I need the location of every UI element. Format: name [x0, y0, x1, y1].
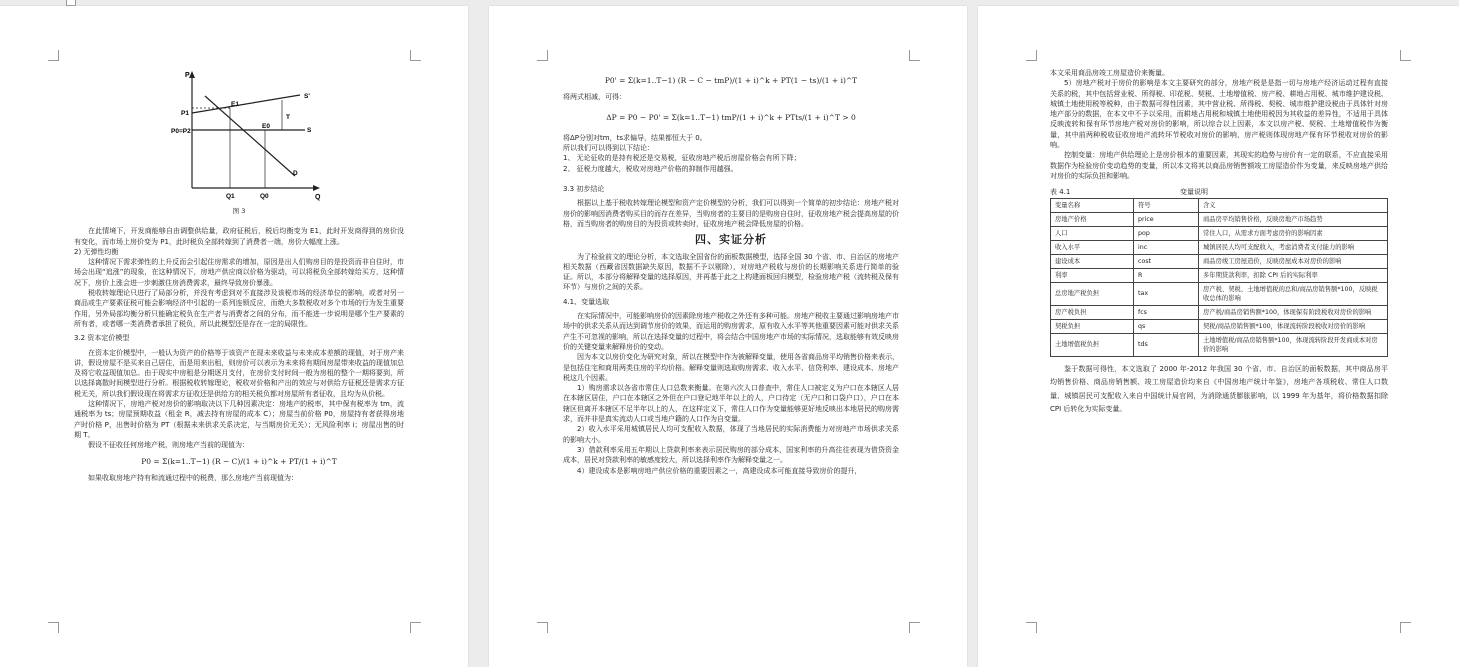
- table-cell: inc: [1134, 240, 1199, 254]
- paragraph: 控制变量：房地产供给理论上是房价根本的重要因素，其现实的趋势与房价有一定的联系，不应直接采用数据作为检验房价变动趋势的变量，所以本文将其以商品房销售额竣工房屋造价作为变量，来反映房地产供给对房价的实际负担和影响。: [1050, 151, 1388, 180]
- table-row: [1051, 254, 1388, 268]
- table-row: [1051, 333, 1388, 356]
- table-cell: 人口: [1051, 226, 1134, 240]
- conclusion-item: 2、 征税力度越大，税收对房地产价格的抑制作用越强。: [563, 164, 738, 173]
- paragraph: 税收转嫁理论只进行了局部分析，并没有考虑到对不直接涉及该税市场的经济单位的影响，或者对另一商品或生产要素征税可能会影响经济中引起的一系列连锁反应，而绝大多数税收对多个市场的行为发生重要作用，另外局部均衡分析只能确定税负在生产者与消费者之间的分布，而不能进一步说明是哪个生产要素的所有者，或者哪一类消费者承担了税负，所以此模型还是存在一定的局限性。: [74, 289, 404, 328]
- crop-mark: [1026, 622, 1037, 633]
- table-cell: 土地增值税负担: [1051, 333, 1134, 356]
- crop-mark: [909, 622, 920, 633]
- paragraph: 所以我们可以得到以下结论：: [563, 144, 654, 153]
- table-cell: 含义: [1199, 198, 1388, 212]
- conclusion-item: 1、 无论征收的是持有税还是交易税，征收房地产税后房屋价格会有所下降；: [563, 154, 801, 163]
- paragraph: 在资本定价模型中，一般认为资产的价格等于该资产在现未来收益与未来成本差额的现值，对于房产来讲，假设房屋不是买来自己居住，而是用来出租，则房价可以表示为未来将有期间房屋带来收益的现值加总及将它收益现值加总。由于现实中房租是分期逐月支付，在房价支付时间一般为房租的整个一期将要到，所以选择离散时间模型进行分析。根据税收转嫁理论，税收对价格和产出的效应与对供给方征税还是需求方征税无关，所以我们假设现在将需求方征收还是供给方的相关税负都对房屋所有者征收，且均为从价税。: [74, 348, 404, 398]
- crop-mark: [48, 622, 59, 633]
- chapter-heading-4: 四、实证分析: [695, 233, 767, 247]
- table-cell: pop: [1134, 226, 1199, 240]
- formula-taxed-present-value: P0' = Σ(k=1..T−1) (R − C − tmP)/(1 + i)^k + PT(1 − ts)/(1 + i)^T: [604, 76, 858, 85]
- paragraph: 这种情况下需求弹性的上升反而会引起住房需求的增加，原因是出人们购房目的是投资而非自住时，市场会出现“追涨”的现象，在这种情况下，房地产供应商以价格为驱动，可以将税负全部转嫁给买方，这种情况下，房价上涨会进一步刺激住房消费需求，最终导致房价暴涨。: [74, 258, 404, 287]
- table-cell: 土地增值税/商品房销售额*100，体现流转阶段开发商成本对房价的影响: [1199, 333, 1388, 356]
- table-cell: 常住人口，从需求方面考虑房价的影响因素: [1199, 226, 1388, 240]
- section-heading-3-2: 3.2 资本定价模型: [74, 334, 130, 343]
- table-caption: [1050, 187, 1388, 197]
- table-label: 表 4.1: [1050, 188, 1071, 197]
- table-cell: 收入水平: [1051, 240, 1134, 254]
- table-cell: 房产税负担: [1051, 305, 1134, 319]
- paragraph: 4）建设成本是影响房地产供应价格的重要因素之一，高建设成本可能直接导致房价的提升，: [577, 466, 862, 475]
- crop-mark: [48, 50, 59, 61]
- paragraph: 假设不征收任何房地产税，则房地产当前的现值为：: [88, 441, 249, 450]
- crop-mark: [1026, 50, 1037, 61]
- crop-mark: [537, 50, 548, 61]
- label-d: D: [293, 170, 298, 177]
- paragraph: 鉴于数据可得性，本文选取了 2000 年-2012 年我国 30 个省、市、自治区的面板数据，其中商品房平均销售价格、商品房销售额、竣工房屋造价均来自《中国房地产统计年鉴》，房地产各项税收、常住人口数量、城镇居民可支配收入来自中国统计局官网，为消除通货膨胀影响，以 1999 年为基年，将价格数据扣除 CPI 后转化为实际变量。: [1050, 364, 1388, 414]
- table-row: [1051, 212, 1388, 226]
- crop-mark: [909, 50, 920, 61]
- table-row: [1051, 240, 1388, 254]
- table-cell: 利率: [1051, 268, 1134, 282]
- label-s: S: [307, 127, 312, 134]
- page-1-body: [74, 206, 404, 483]
- label-q0: Q0: [260, 193, 269, 200]
- section-heading-3-3: 3.3 初步结论: [563, 185, 605, 194]
- table-cell: 房产税、契税、土地增值税的总和/商品房销售额*100，反映税收总体的影响: [1199, 282, 1388, 305]
- table-cell: 变量名称: [1051, 198, 1134, 212]
- table-cell: fcs: [1134, 305, 1199, 319]
- label-q1: Q1: [226, 193, 235, 200]
- paragraph: 根据以上基于税收转嫁理论模型和资产定价模型的分析，我们可以得到一个简单的初步结论：房地产税对房价的影响因消费者购买目的而存在差异，当购房者的主要目的是购房自住时，征收房地产税会提高房屋的价格，而当购房者的购房目的为投资或转卖时，征收房地产税会降低房屋的价格。: [563, 199, 899, 228]
- label-p1: P1: [181, 110, 189, 117]
- table-cell: 总房地产税负担: [1051, 282, 1134, 305]
- table-cell: 契税负担: [1051, 319, 1134, 333]
- axis-label-q: Q: [315, 194, 321, 201]
- crop-mark: [410, 50, 421, 61]
- table-cell: price: [1134, 212, 1199, 226]
- label-e1: E1: [231, 101, 239, 108]
- table-cell: 房地产价格: [1051, 212, 1134, 226]
- table-cell: 房产税/商品房销售额*100，体现保有阶段税收对房价的影响: [1199, 305, 1388, 319]
- table-cell: tds: [1134, 333, 1199, 356]
- label-p0-p2: P0=P2: [171, 128, 191, 135]
- label-t: T: [286, 114, 290, 121]
- paragraph: 如果收取房地产持有和流通过程中的税费，那么房地产当前现值为：: [88, 473, 298, 482]
- table-cell: 建设成本: [1051, 254, 1134, 268]
- table-cell: cost: [1134, 254, 1199, 268]
- table-cell: qs: [1134, 319, 1199, 333]
- table-title: 变量说明: [1180, 188, 1208, 197]
- variable-table: [1050, 198, 1388, 357]
- table-cell: 商品房竣工房屋造价，反映房屋成本对房价的影响: [1199, 254, 1388, 268]
- page-2-body: [563, 70, 899, 476]
- table-row: [1051, 226, 1388, 240]
- table-cell: 商品房平均销售价格，反映房地产市场趋势: [1199, 212, 1388, 226]
- label-e0: E0: [262, 123, 270, 130]
- subheading: 2) 无弹性均衡: [74, 247, 119, 256]
- table-cell: 符号: [1134, 198, 1199, 212]
- crop-mark: [410, 622, 421, 633]
- crop-mark: [1400, 50, 1411, 61]
- paragraph: 在此情境下，开发商能够自由调整供给量，政府征税后，税后均衡变为 E1，此时开发商得到的房价没有变化，而市场上房价变为 P1，此时税负全部转嫁到了消费者一端，房价大幅度上涨。: [74, 227, 404, 246]
- paragraph: 这种情况下，房地产税对房价的影响取决以下几种因素决定：房地产的税率，其中保有税率为 tm，流通税率为 ts；房屋预期收益（租金 R，减去持有房屋的成本 C）；房屋当前价格 P0，房屋持有者获得房地产时价格 P，出售时价格为 PT（根据未来供求关系决定，与当期房价无关）；无风险利率 i；房屋出售的时期 T。: [74, 400, 404, 439]
- formula-present-value: P0 = Σ(k=1..T−1) (R − C)/(1 + i)^k + PT/(1 + i)^T: [141, 456, 337, 466]
- page-3-body: [1050, 68, 1388, 417]
- paragraph: 5）房地产税对于房价的影响是本文主要研究的部分，房地产税是是指一切与房地产经济运动过程有直接关系的税，其中包括营业税、所得税、印花税、契税、土地增值税、房产税、耕地占用税、城市维护建设税、城镇土地使用税等税种，由于数据可得性因素，其中营业税、所得税、契税、城市维护建设税由于具体针对房地产部分的数据，在本文中不予以采用，而耕地占用税和城镇土地使用税因为其收益的差异性，不适用于具体反映流转和保有环节房地产税对房价的影响，所以综合以上因素，本文以房产税、契税、土地增值税作为衡量，其中前两种税收征收房地产流转环节税收对房价的影响，房产税则体现房地产保有环节税收对房价的影响。: [1050, 79, 1388, 150]
- table-cell: 城镇居民人均可支配收入，考虑消费者支付能力的影响: [1199, 240, 1388, 254]
- table-cell: 多年期贷款利率，扣除 CPI 后的实际利率: [1199, 268, 1388, 282]
- paragraph: 1）购房需求以各省市常住人口总数来衡量。在第六次人口普查中，常住人口被定义为户口在本辖区人居在本辖区居住，户口在本辖区之外但在户口登记地半年以上的人，户口待定（无户口和口袋户口），户口在本辖区但离开本辖区不足半年以上的人，在这样定义下，常住人口作为变量能够更好地反映出本地居民的购房需求，而并非是真实流动人口或当地户籍的人口作为自变量。: [563, 384, 899, 424]
- table-cell: 契税/商品房销售额*100，体现流转阶段税收对房价的影响: [1199, 319, 1388, 333]
- figure-caption: 图 3: [232, 207, 246, 215]
- table-row: [1051, 268, 1388, 282]
- table-cell: R: [1134, 268, 1199, 282]
- paragraph: 将ΔP分别对tm，ts求偏导，结果都恒大于 0。: [563, 133, 707, 142]
- paragraph: 3）借款利率采用五年期以上贷款利率来表示居民购房的部分成本，国家利率的升高往往表现为借贷资金成本，居民对贷款利率的敏感度较大，所以选择利率作为解释变量之一。: [563, 445, 899, 465]
- table-row: [1051, 305, 1388, 319]
- paragraph: 为了检验前文的理论分析，本文选取全国省份的面板数据模型，选择全国 30 个省、市、自治区的房地产相关数据（西藏省因数据缺失原因，数据不予以剔除），对房地产税收与房价的长期影响关系进行简单的验证。所以，本部分将解释变量的选择原因，并再基于此之上构建面板回归模型，检验房地产税（流转税及保有环节）与房价之间的关系。: [563, 252, 899, 292]
- document-page-1: [0, 6, 468, 667]
- paragraph: 在实际情况中，可能影响房价的因素除房地产税收之外还有多种可能。房地产税收主要通过影响房地产市场中的供求关系从而达到调节房价的效果，而运用的购房需求，原有收入水平等其他重要因素可能对供求关系产生不可忽视的影响，所以在选择变量的过程中，将会结合中国房地产市场的实际情况，选取能够有效反映房价的关键变量来解释房价的变动。: [563, 312, 899, 351]
- supply-demand-figure: [165, 68, 325, 202]
- document-page-3: [978, 6, 1459, 667]
- section-heading-4-1: 4.1、变量选取: [563, 297, 610, 306]
- table-row: [1051, 282, 1388, 305]
- table-header-row: [1051, 198, 1388, 212]
- crop-mark: [537, 622, 548, 633]
- paragraph: 因为本文以房价变化为研究对象，所以在模型中作为被解释变量，使用各省商品房平均销售价格来表示，是包括住宅和商用两类住房的平均价格。解释变量则选取购房需求、收入水平、信贷利率、建设成本、房地产税这几个因素。: [563, 353, 899, 382]
- paragraph: 将两式相减，可得：: [563, 93, 626, 102]
- label-s-prime: S': [304, 93, 310, 100]
- formula-delta-p: ΔP = P0 − P0' = Σ(k=1..T−1) tmP/(1 + i)^k + PTts/(1 + i)^T > 0: [606, 112, 856, 122]
- axis-label-p: P: [185, 72, 190, 79]
- document-page-2: [489, 6, 967, 667]
- table-cell: tax: [1134, 282, 1199, 305]
- crop-mark: [1400, 622, 1411, 633]
- paragraph: 2）收入水平采用城镇居民人均可支配收入数据，体现了当地居民的实际消费能力对房地产市场供求关系的影响大小。: [563, 425, 899, 444]
- table-row: [1051, 319, 1388, 333]
- paragraph: 本文采用商品房竣工房屋造价来衡量。: [1050, 69, 1169, 77]
